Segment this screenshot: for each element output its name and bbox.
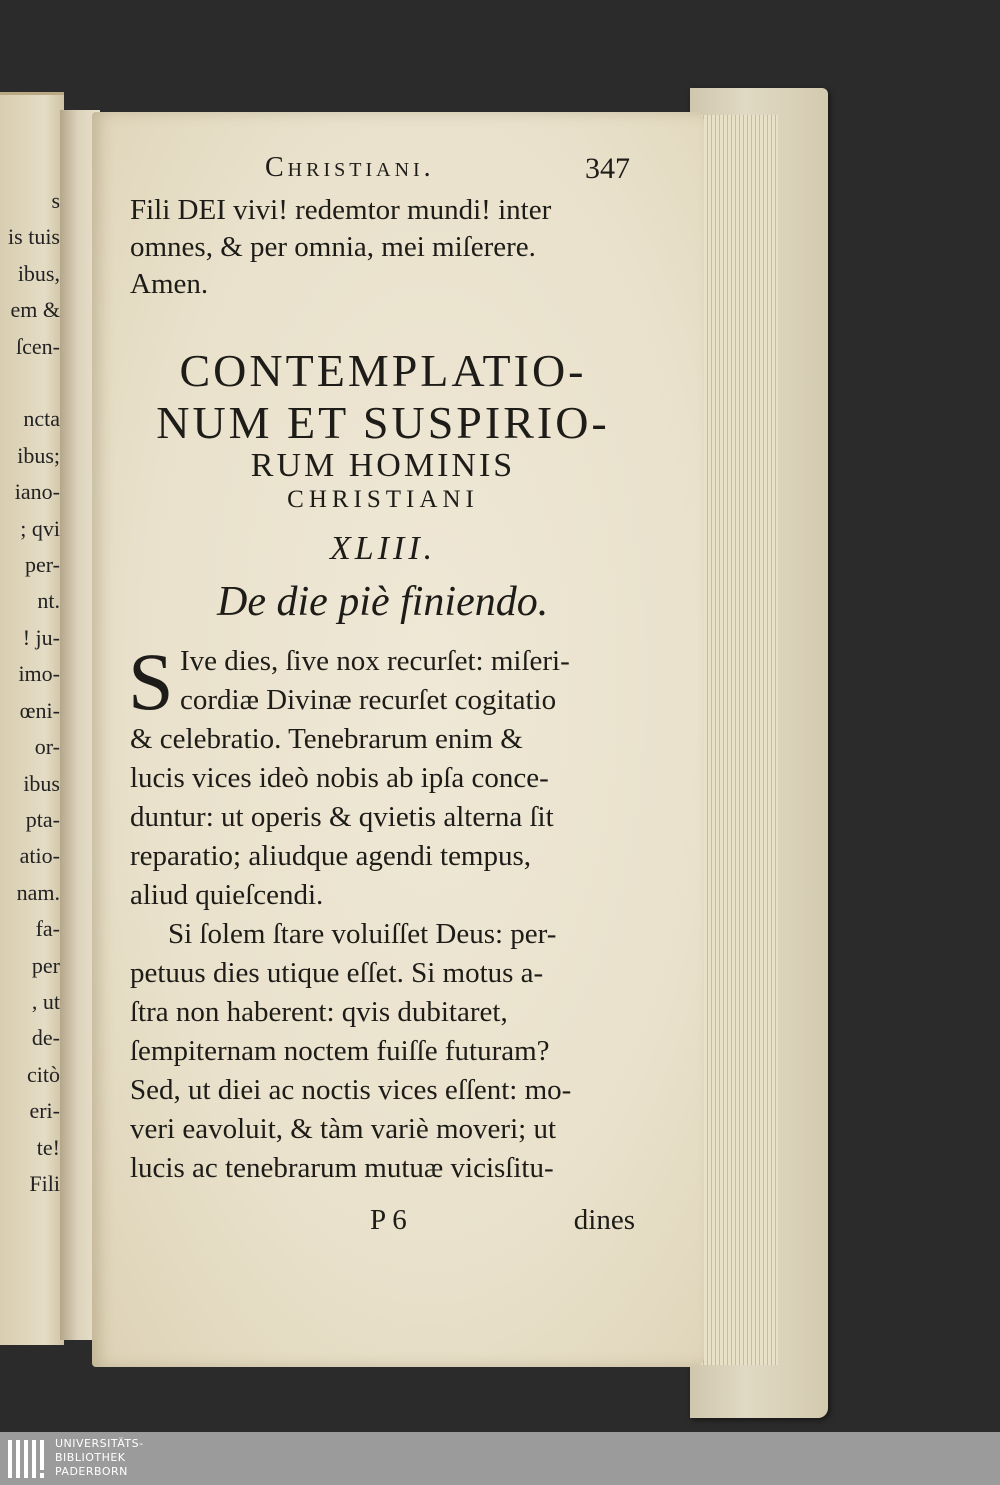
left-page-fragment: or-: [34, 734, 60, 760]
left-page-fragment: fa-: [35, 916, 60, 942]
left-page-fragment: eri-: [29, 1098, 60, 1124]
left-page-fragment: Fili: [29, 1170, 60, 1196]
left-page-fragment: iano-: [14, 479, 60, 505]
body-text: [128, 636, 635, 1188]
intro-line: omnes, & per omnia, mei miſerere.: [130, 231, 536, 263]
left-page-fragment: [0, 365, 60, 401]
page-footer: [130, 1204, 635, 1244]
chapter-heading-line2: NUM ET SUSPIRIO-: [156, 397, 610, 448]
chapter-heading-line1: CONTEMPLATIO-: [179, 345, 587, 396]
left-page-fragment: ſcen-: [16, 333, 60, 359]
left-page-fragment: citò: [27, 1061, 60, 1087]
text-line: duntur: ut operis & qvietis alterna ſit: [130, 801, 554, 833]
drop-cap: S: [128, 636, 174, 727]
page-number: 347: [585, 152, 630, 185]
left-page-text: [0, 183, 60, 1202]
signature-mark: P 6: [370, 1204, 407, 1236]
left-page-fragment: te!: [36, 1134, 60, 1160]
paragraph-1: [128, 636, 635, 915]
text-line: aliud quieſcendi.: [130, 879, 324, 911]
left-page-fragment: is tuis: [8, 224, 60, 250]
left-page-fragment: ; qvi: [20, 515, 60, 541]
left-page-fragment: imo-: [18, 661, 60, 687]
library-name-line: PADERBORN: [55, 1465, 128, 1478]
intro-line: Amen.: [130, 268, 209, 300]
left-page-fragment: per-: [25, 552, 60, 578]
left-page-fragment: nt.: [37, 588, 60, 614]
library-name-line: UNIVERSITÄTS-: [55, 1437, 144, 1450]
running-head: [130, 152, 630, 192]
left-page-fragment: em &: [10, 297, 60, 323]
text-line: ſtra non haberent: qvis dubitaret,: [130, 996, 508, 1028]
library-name: [55, 1437, 144, 1479]
page-edges: [700, 115, 778, 1365]
catchword: dines: [573, 1204, 635, 1236]
left-page-fragment: œni-: [19, 697, 60, 723]
left-page-fragment: pta-: [25, 806, 60, 832]
left-page-fragment: ibus;: [17, 442, 60, 468]
left-page-fragment: de-: [31, 1025, 60, 1051]
paragraph-2: [130, 915, 635, 1188]
left-page-fragment: s: [51, 188, 60, 213]
left-page-fragment: , ut: [31, 988, 60, 1014]
left-page-fragment: ! ju-: [22, 624, 60, 650]
intro-text: [130, 192, 635, 303]
left-page-fragment: ibus: [23, 770, 60, 796]
left-page-fragment: atio-: [19, 843, 60, 869]
chapter-number: XLIII.: [330, 530, 437, 567]
chapter-subtitle: De die piè finiendo.: [217, 579, 549, 625]
left-page: [0, 92, 64, 1345]
text-line: cordiæ Divinæ recurſet cogitatio: [180, 684, 557, 716]
text-line: lucis vices ideò nobis ab ipſa conce-: [130, 762, 549, 794]
left-page-fragment: nam.: [16, 879, 60, 905]
chapter-heading-line3: RUM HOMINIS: [250, 447, 516, 484]
left-page-fragment: per: [31, 952, 60, 978]
chapter-heading-line4: CHRISTIANI: [287, 486, 479, 513]
running-head-title: Christiani.: [265, 152, 435, 183]
left-page-fragment: ibus,: [17, 260, 60, 286]
text-line: veri eavoluit, & tàm variè moveri; ut: [130, 1113, 557, 1145]
text-line: reparatio; aliudque agendi tempus,: [130, 840, 532, 872]
library-name-line: BIBLIOTHEK: [55, 1451, 126, 1464]
text-line: Si ſolem ſtare voluiſſet Deus: per-: [168, 918, 557, 950]
text-line: petuus dies utique eſſet. Si motus a-: [130, 957, 544, 989]
text-line: Sed, ut diei ac noctis vices eſſent: mo-: [130, 1074, 572, 1106]
library-logo-icon: [8, 1440, 48, 1478]
text-line: ſempiternam noctem fuiſſe futuram?: [130, 1035, 550, 1067]
text-line: lucis ac tenebrarum mutuæ vicisſitu-: [130, 1152, 554, 1184]
left-page-fragment: ncta: [23, 406, 60, 432]
text-line: Ive dies, ſive nox recurſet: miſeri-: [180, 645, 570, 677]
intro-line: Fili DEI vivi! redemtor mundi! inter: [130, 194, 552, 226]
text-line: & celebratio. Tenebrarum enim &: [130, 723, 523, 755]
library-footer-bar: [0, 1432, 1000, 1485]
